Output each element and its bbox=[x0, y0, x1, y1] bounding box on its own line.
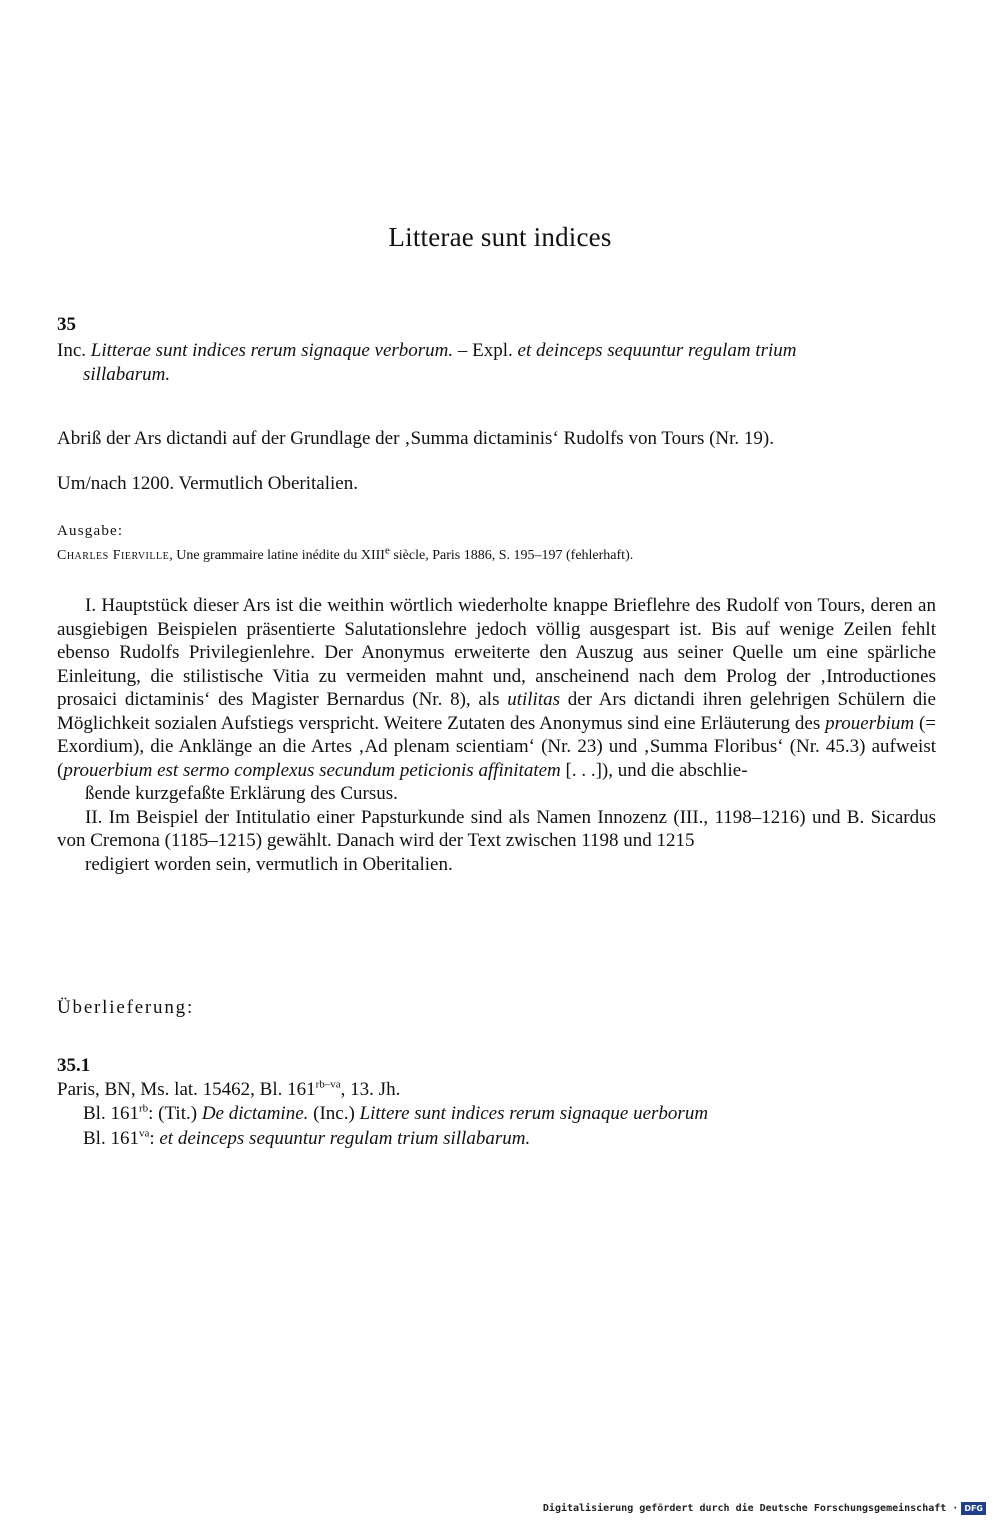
folio-1-title: De dictamine. bbox=[201, 1103, 309, 1124]
folio-1-label: : (Tit.) bbox=[148, 1103, 202, 1124]
commentary-paragraph-2 bbox=[57, 806, 936, 877]
p1-italic-3: prouerbium est sermo complexus secundum peticionis affinitatem bbox=[63, 759, 561, 781]
commentary-paragraph-1 bbox=[57, 594, 936, 806]
incipit-label: Inc. bbox=[57, 340, 87, 361]
folio-2-colon: : bbox=[149, 1128, 160, 1149]
edition-superscript: e bbox=[384, 544, 390, 557]
edition-citation bbox=[57, 544, 937, 567]
commentary bbox=[57, 594, 936, 876]
folio-2-explicit: et deinceps sequuntur regulam trium sillabarum. bbox=[159, 1128, 531, 1149]
p1-last-line: ßende kurzgefaßte Erklärung des Cursus. bbox=[85, 783, 398, 804]
explicit-label: – Expl. bbox=[453, 340, 513, 361]
manuscript-date: , 13. Jh. bbox=[340, 1079, 401, 1100]
p1-text-c: (= Exordium), die Anklänge an die Artes ‚Ad plenam scientiam‘ (Nr. 23) und ‚Summa Floribus‘ (Nr. 45.3) aufweist ( bbox=[57, 712, 936, 781]
folio-1-inc-label: (Inc.) bbox=[308, 1103, 360, 1124]
folio-2-ref: Bl. 161 bbox=[83, 1128, 139, 1149]
p1-text-b: der Ars dictandi ihren gelehrigen Schülern die Möglichkeit sozialen Aufstiegs verspricht. Weitere Zutaten des Anonymus sind eine Erläuterung des bbox=[57, 689, 936, 734]
p1-text-a: I. Hauptstück dieser Ars ist die weithin wörtlich wiederholte knappe Brieflehre des Rudolf von Tours, deren an ausgiebigen Beispielen präsentierte Salutationslehre jedoch völlig ausgespart ist. Bis auf wenige Zeilen fehlt ebenso Rudolfs Privilegienlehre. Der Anonymus erweiterte den Auszug aus seiner Quelle um eine spärliche Einleitung, die stilistische Vitia zu vermeiden mahnt und, anscheinend nach dem Prolog der ‚Introductiones prosaici dictaminis‘ des Magister Bernardus (Nr. 8), als bbox=[57, 595, 936, 710]
explicit-text-end: sillabarum. bbox=[83, 364, 171, 385]
tradition-item-number: 35.1 bbox=[57, 1055, 91, 1076]
manuscript-line bbox=[57, 1078, 937, 1101]
tradition-label: Überlieferung: bbox=[57, 997, 195, 1018]
footer-text: Digitalisierung gefördert durch die Deutsche Forschungsgemeinschaft · bbox=[542, 1503, 959, 1514]
folio-line-2 bbox=[83, 1127, 530, 1150]
folio-1-sup: rb bbox=[138, 1102, 149, 1115]
edition-label: Ausgabe: bbox=[57, 523, 124, 539]
edition-title: , Une grammaire latine inédite du XIII bbox=[169, 548, 385, 563]
p1-text-d: [. . .]), und die abschlie- bbox=[560, 759, 748, 781]
folio-1-ref: Bl. 161 bbox=[83, 1103, 139, 1124]
explicit-continuation bbox=[57, 363, 963, 386]
explicit-text: et deinceps sequuntur regulam trium bbox=[517, 340, 797, 361]
manuscript-folio-sup: rb–va bbox=[315, 1078, 341, 1091]
incipit-text: Litterae sunt indices rerum signaque verborum. bbox=[90, 340, 454, 361]
dfg-logo: DFG bbox=[961, 1502, 986, 1515]
entry-date: Um/nach 1200. Vermutlich Oberitalien. bbox=[57, 473, 358, 494]
p1-italic-2: prouerbium bbox=[825, 712, 915, 734]
dfg-footer bbox=[543, 1502, 986, 1515]
edition-author: Charles Fierville bbox=[57, 548, 170, 563]
entry-number: 35 bbox=[57, 314, 76, 335]
folio-1-incipit: Littere sunt indices rerum signaque uerborum bbox=[359, 1103, 709, 1124]
page-title: Litterae sunt indices bbox=[388, 222, 612, 252]
p1-italic-1: utilitas bbox=[507, 689, 561, 710]
manuscript-shelfmark: Paris, BN, Ms. lat. 15462, Bl. 161 bbox=[57, 1079, 316, 1100]
edition-details: siècle, Paris 1886, S. 195–197 (fehlerhaft). bbox=[389, 548, 634, 563]
folio-2-sup: va bbox=[138, 1127, 150, 1140]
incipit-explicit bbox=[57, 339, 937, 362]
p2-text: II. Im Beispiel der Intitulatio einer Papsturkunde sind als Namen Innozenz (III., 1198–1216) und B. Sicardus von Cremona (1185–1215) gewählt. Danach wird der Text zwischen 1198 und 1215 bbox=[57, 806, 936, 851]
folio-line-1 bbox=[83, 1102, 708, 1125]
entry-summary: Abriß der Ars dictandi auf der Grundlage der ‚Summa dictaminis‘ Rudolfs von Tours (Nr. 19). bbox=[57, 428, 775, 449]
p2-last-line: redigiert worden sein, vermutlich in Oberitalien. bbox=[85, 853, 453, 875]
